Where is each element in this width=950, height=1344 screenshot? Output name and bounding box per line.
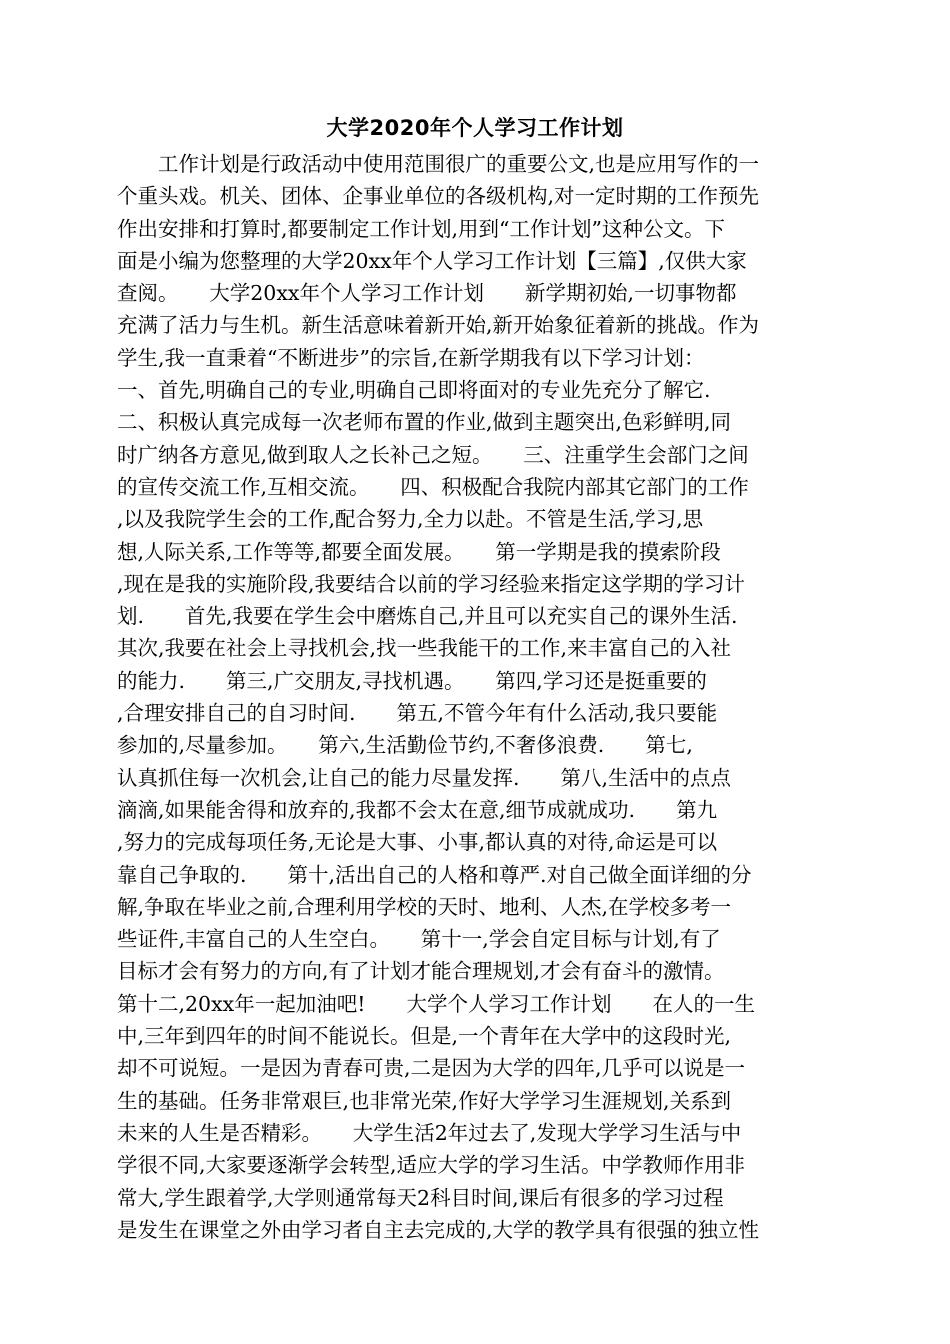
body-line: 未来的人生是否精彩。 大学生活2年过去了,发现大学学习生活与中 (117, 1120, 742, 1145)
body-line: ,努力的完成每项任务,无论是大事、小事,都认真的对待,命运是可以 (117, 830, 718, 855)
body-line: 一、首先,明确自己的专业,明确自己即将面对的专业先充分了解它. (117, 378, 711, 403)
body-line: 是发生在课堂之外由学习者自主去完成的,大学的教学具有很强的独立性 (117, 1217, 760, 1242)
body-line: 常大,学生跟着学,大学则通常每天2科目时间,课后有很多的学习过程 (117, 1185, 724, 1210)
body-line: 学生,我一直秉着“不断进步”的宗旨,在新学期我有以下学习计划： (117, 345, 705, 370)
body-line: 的宣传交流工作,互相交流。 四、积极配合我院内部其它部门的工作 (117, 474, 749, 499)
body-line: 的能力. 第三,广交朋友,寻找机遇。 第四,学习还是挺重要的 (117, 668, 707, 693)
body-line: 查阅。 大学20xx年个人学习工作计划 新学期初始,一切事物都 (117, 281, 737, 306)
body-line: 却不可说短。一是因为青春可贵,二是因为大学的四年,几乎可以说是一 (117, 1056, 746, 1081)
body-line: 学很不同,大家要逐渐学会转型,适应大学的学习生活。中学教师作用非 (117, 1153, 746, 1178)
body-line: ,以及我院学生会的工作,配合努力,全力以赴。不管是生活,学习,思 (117, 507, 704, 532)
body-line: ,现在是我的实施阶段,我要结合以前的学习经验来指定这学期的学习计 (117, 571, 746, 596)
body-line: 作出安排和打算时,都要制定工作计划,用到“工作计划”这种公文。下 (117, 216, 725, 241)
body-line: 生的基础。任务非常艰巨,也非常光荣,作好大学学习生涯规划,关系到 (117, 1088, 732, 1113)
body-line: 其次,我要在社会上寻找机会,找一些我能干的工作,来丰富自己的入社 (117, 636, 732, 661)
body-line: 二、积极认真完成每一次老师布置的作业,做到主题突出,色彩鲜明,同 (117, 410, 732, 435)
body-line: 第十二,20xx年一起加油吧! 大学个人学习工作计划 在人的一生 (117, 991, 755, 1016)
body-line: 想,人际关系,工作等等,都要全面发展。 第一学期是我的摸索阶段 (117, 539, 721, 564)
body-line: 中,三年到四年的时间不能说长。但是,一个青年在大学中的这段时光, (117, 1024, 732, 1049)
body-line: 划. 首先,我要在学生会中磨炼自己,并且可以充实自己的课外生活. (117, 604, 738, 629)
body-line: 面是小编为您整理的大学20xx年个人学习工作计划【三篇】,仅供大家 (117, 248, 747, 273)
body-line: 滴滴,如果能舍得和放弃的,我都不会太在意,细节成就成功. 第九 (117, 797, 718, 822)
body-line: 充满了活力与生机。新生活意味着新开始,新开始象征着新的挑战。作为 (117, 313, 760, 338)
body-line: 工作计划是行政活动中使用范围很广的重要公文,也是应用写作的一 (117, 152, 760, 176)
body-line: ,合理安排自己的自习时间. 第五,不管今年有什么活动,我只要能 (117, 701, 718, 726)
body-line: 靠自己争取的. 第十,活出自己的人格和尊严.对自己做全面详细的分 (117, 862, 752, 887)
body-line: 目标才会有努力的方向,有了计划才能合理规划,才会有奋斗的激情。 (117, 959, 725, 984)
body-line: 些证件,丰富自己的人生空白。 第十一,学会自定目标与计划,有了 (117, 927, 721, 952)
body-line: 参加的,尽量参加。 第六,生活勤俭节约,不奢侈浪费. 第七, (117, 733, 693, 758)
document-body (117, 148, 827, 1246)
body-line: 认真抓住每一次机会,让自己的能力尽量发挥. 第八,生活中的点点 (117, 765, 732, 790)
body-line: 个重头戏。机关、团体、企事业单位的各级机构,对一定时期的工作预先 (117, 184, 760, 209)
document-title: 大学2020年个人学习工作计划 (326, 116, 624, 140)
body-line: 时广纳各方意见,做到取人之长补己之短。 三、注重学生会部门之间 (117, 442, 749, 467)
body-line: 解,争取在毕业之前,合理利用学校的天时、地利、人杰,在学校多考一 (117, 894, 732, 919)
